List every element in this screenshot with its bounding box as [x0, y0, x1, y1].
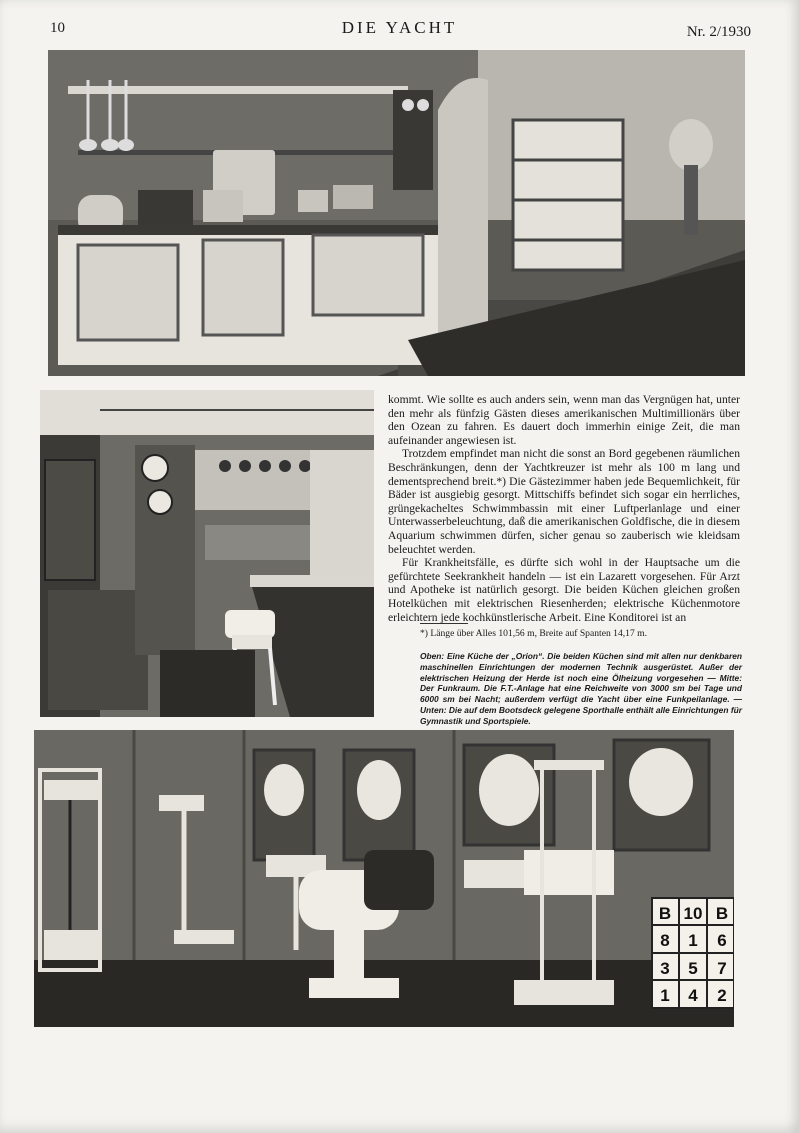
- board-cell: 4: [688, 986, 698, 1005]
- footnote: *) Länge über Alles 101,56 m, Breite auf Spanten 14,17 m.: [420, 628, 648, 639]
- board-cell: B: [715, 904, 729, 923]
- paragraph-1: kommt. Wie sollte es auch anders sein, wenn man das Vergnügen hat, unter den mehr als fünfzig Gästen dieses amerikanischen Multimillionärs über den Ozean zu fahren. Es dauert doch immerhin einige Zeit, die man aufeinander angewiesen ist.: [388, 393, 740, 447]
- galley-photo: [48, 50, 745, 376]
- sports-hall-illustration: [34, 730, 734, 1027]
- board-cell: 2: [717, 986, 727, 1005]
- board-cell: 5: [688, 959, 698, 978]
- board-cell: 1: [660, 986, 670, 1005]
- board-cell: 6: [717, 931, 727, 950]
- board-cell: 7: [717, 959, 727, 978]
- board-cell: 1: [688, 931, 698, 950]
- paragraph-2: Trotzdem empfindet man nicht die sonst an Bord gegebenen räumlichen Beschränkungen, denn der Yachtkreuzer ist mehr als 100 m lang und dementsprechend breit.*) Die Gästezimmer haben jede Bequemlichkeit, für Bäder ist ausgiebig gesorgt. Mittschiffs befindet sich sogar ein herrliches, grüngekacheltes Schwimmbassin mit einer Luftperlanlage und einer Unterwasserbeleuchtung, daß die amerikanischen Goldfische, die in diesem Aquarium schwimmen dürfen, sicher genau so zauberisch wie kleidsam beleuchtet werden.: [388, 447, 740, 556]
- page-number: 10: [50, 20, 65, 36]
- magazine-title: DIE YACHT: [341, 18, 458, 37]
- paragraph-3: Für Krankheitsfälle, es dürfte sich wohl in der Hauptsache um die gefürchtete Seekrankheit handeln — ist ein Lazarett vorgesehen. Für Arzt und Apotheke ist natürlich gesorgt. Die beiden Küchen gleichen großen Hotelküchen mit elektrischen Riesenherden; elektrische Küchenmotore erleichtern jede kochkünstlerische Arbeit. Eine Konditorei ist an: [388, 556, 740, 624]
- radio-room-illustration: [40, 390, 374, 717]
- article-text: [388, 393, 740, 624]
- photo-caption: Oben: Eine Küche der „Orion“. Die beiden Küchen sind mit allen nur denkbaren maschinellen Einrichtungen der modernen Technik ausgerüstet. Außer der elektrischen Heizung der Herde ist noch eine Ölheizung vorgesehen — Mitte: Der Funkraum. Die F.T.-Anlage hat eine Reichweite von 3000 sm bei Tage und 6000 sm bei Nacht; außerdem verfügt die Yacht über eine Funkpeilanlage. — Unten: Die auf dem Bootsdeck gelegene Sporthalle enthält alle Einrichtungen für Gymnastik und Sportspiele.: [420, 651, 742, 726]
- footnote-rule: [420, 623, 468, 624]
- sports-hall-photo: [34, 730, 734, 1027]
- board-cell: 8: [660, 931, 670, 950]
- board-cell: B: [658, 904, 672, 923]
- number-board: [652, 898, 734, 1008]
- galley-illustration: [48, 50, 745, 376]
- issue-number: Nr. 2/1930: [686, 24, 751, 40]
- board-cell: 10: [683, 904, 703, 923]
- page-header: [0, 18, 799, 44]
- radio-room-photo: [40, 390, 374, 717]
- board-cell: 3: [660, 959, 670, 978]
